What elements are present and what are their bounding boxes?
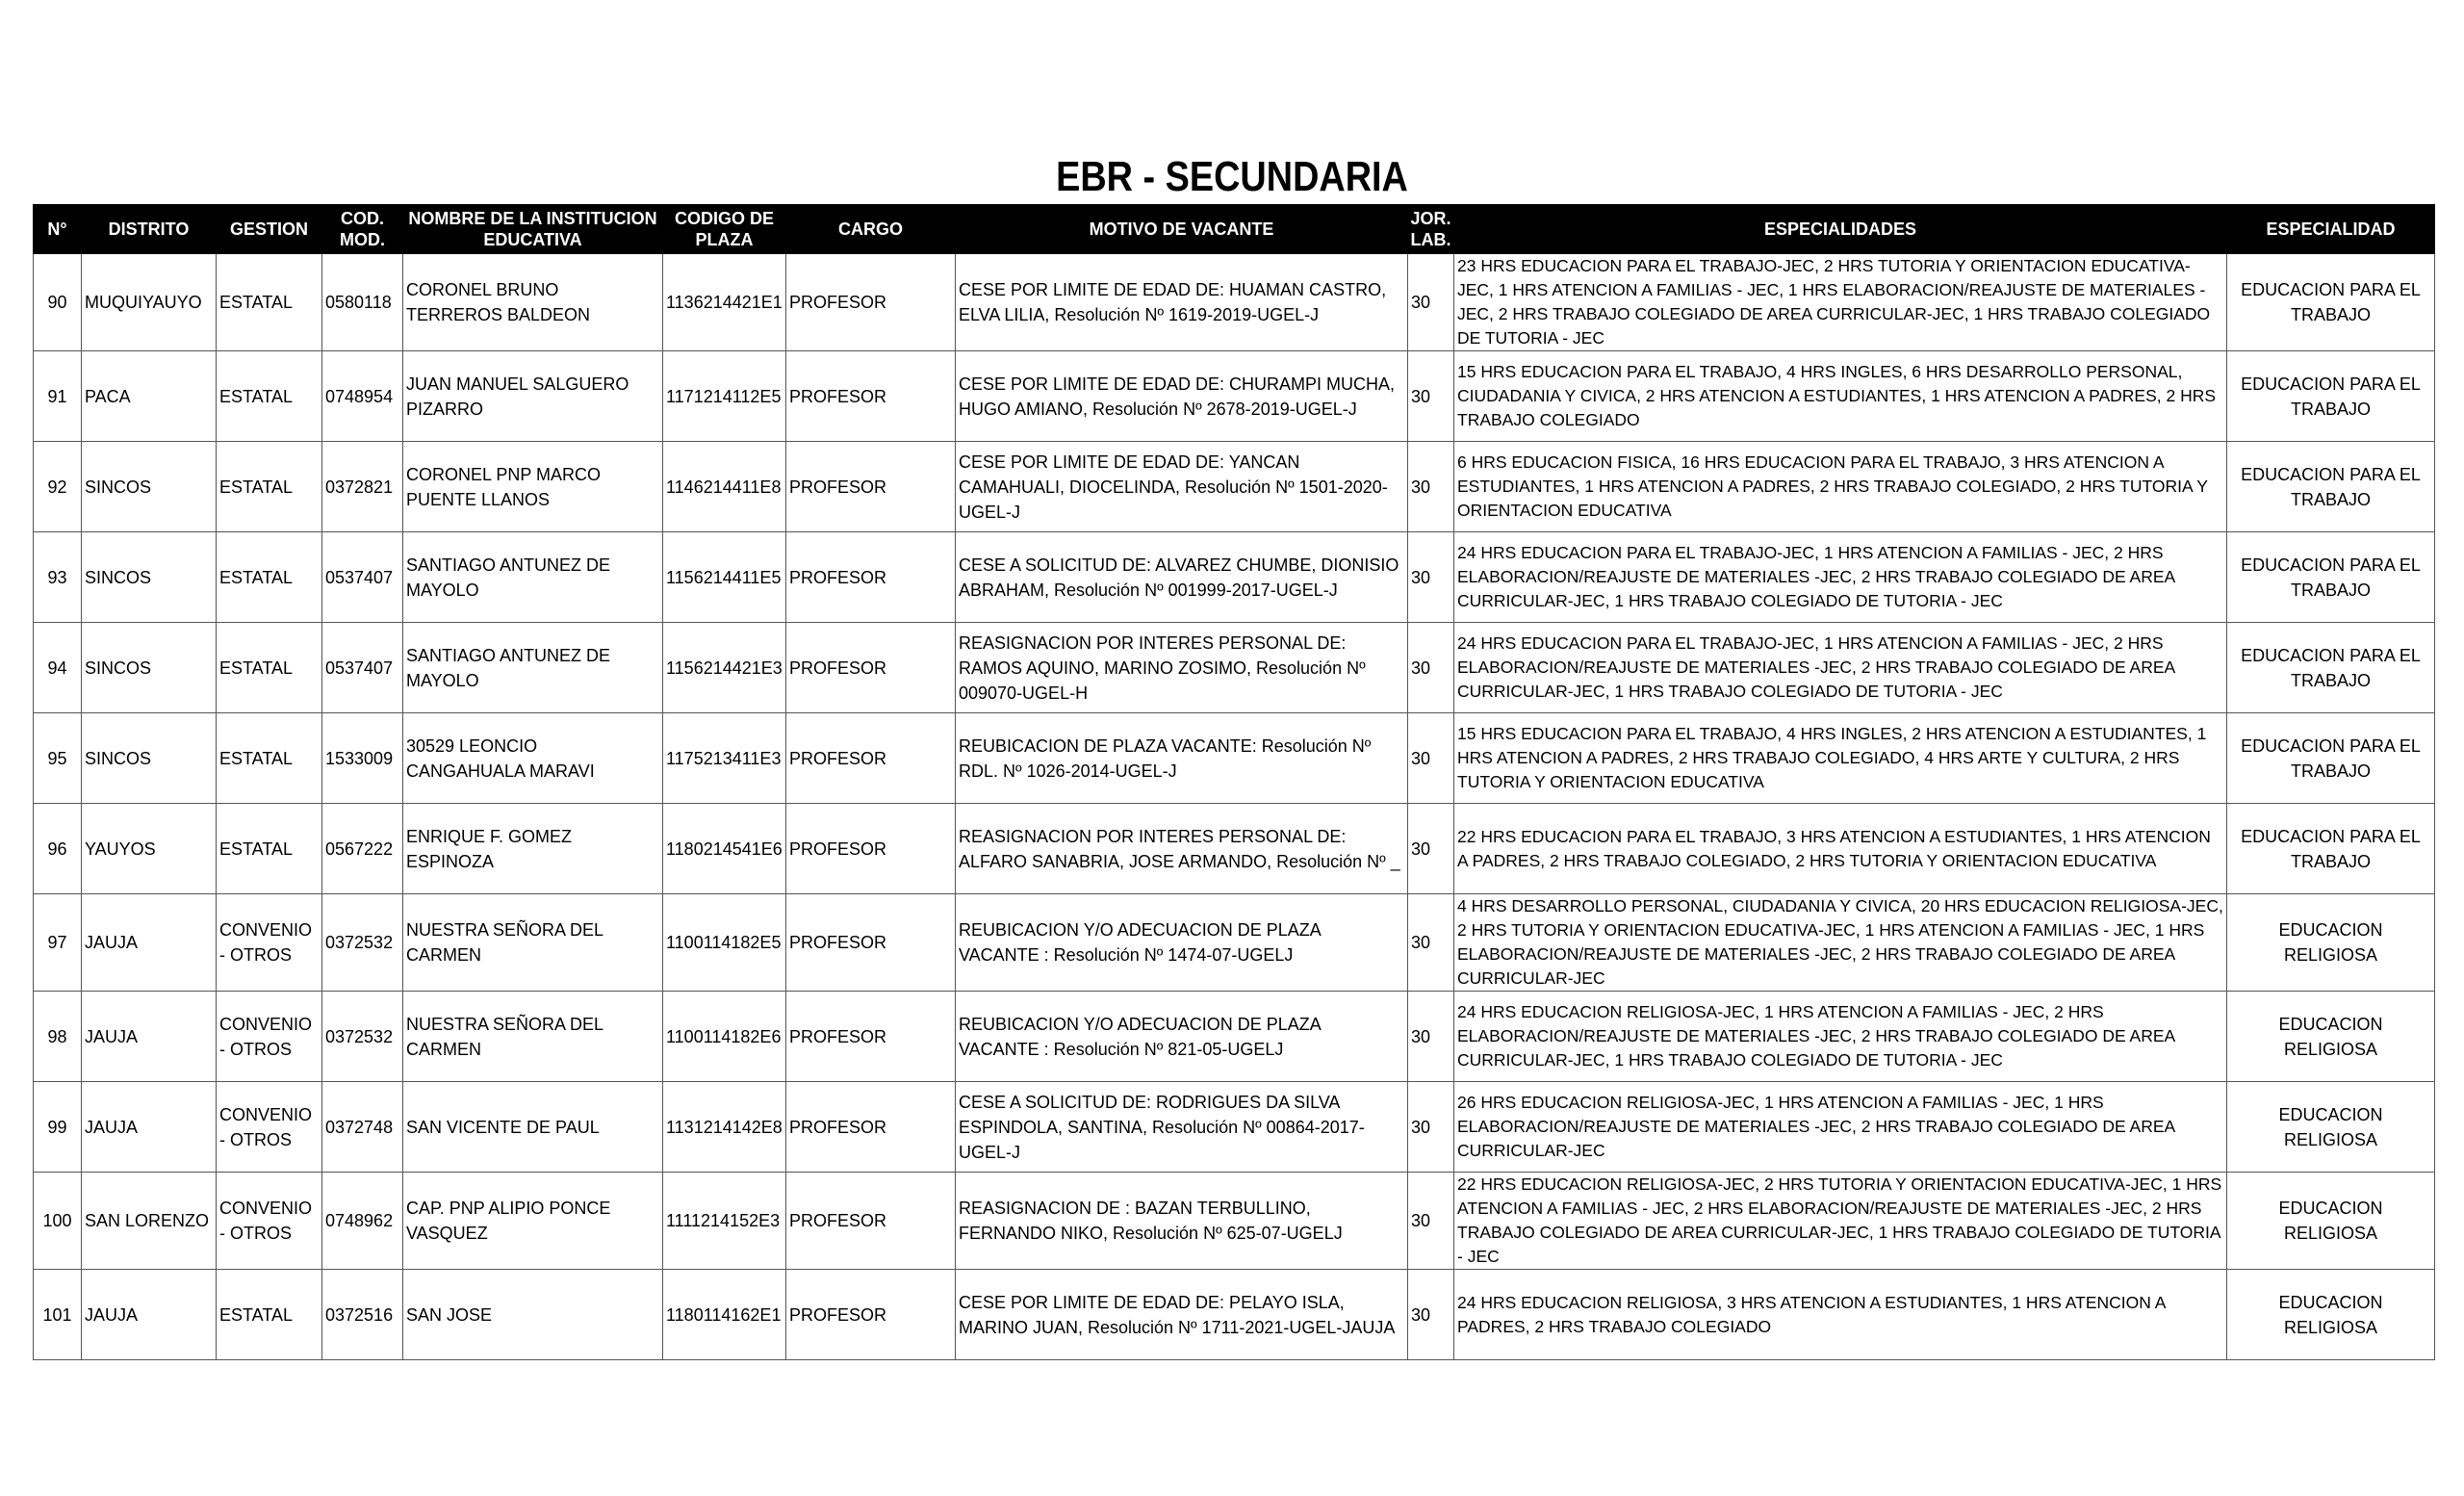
codigo-plaza-cell: 1136214421E1 xyxy=(663,254,786,351)
motivo-vacante-cell: CESE POR LIMITE DE EDAD DE: YANCAN CAMAHUALI, DIOCELINDA, Resolución Nº 1501-2020-UGEL-J xyxy=(956,442,1408,532)
jornada-cell: 30 xyxy=(1408,804,1454,894)
numero-cell: 97 xyxy=(34,894,82,992)
motivo-vacante-cell: CESE POR LIMITE DE EDAD DE: PELAYO ISLA, MARINO JUAN, Resolución Nº 1711-2021-UGEL-JAUJA xyxy=(956,1270,1408,1360)
jornada-cell: 30 xyxy=(1408,532,1454,623)
distrito-cell: SINCOS xyxy=(82,442,217,532)
table-row xyxy=(34,992,2435,1082)
cargo-cell: PROFESOR xyxy=(786,1173,956,1270)
cargo-cell: PROFESOR xyxy=(786,532,956,623)
distrito-cell: JAUJA xyxy=(82,894,217,992)
header-gestion: GESTION xyxy=(217,205,322,254)
jornada-cell: 30 xyxy=(1408,1270,1454,1360)
motivo-vacante-cell: CESE POR LIMITE DE EDAD DE: HUAMAN CASTRO, ELVA LILIA, Resolución Nº 1619-2019-UGEL-J xyxy=(956,254,1408,351)
distrito-cell: MUQUIYAUYO xyxy=(82,254,217,351)
cargo-cell: PROFESOR xyxy=(786,442,956,532)
especialidades-cell: 15 HRS EDUCACION PARA EL TRABAJO, 4 HRS INGLES, 6 HRS DESARROLLO PERSONAL, CIUDADANIA Y CIVICA, 2 HRS ATENCION A ESTUDIANTES, 1 HRS ATENCION A PADRES, 2 HRS TRABAJO COLEGIADO xyxy=(1454,351,2227,442)
header-distrito: DISTRITO xyxy=(82,205,217,254)
motivo-vacante-cell: REASIGNACION DE : BAZAN TERBULLINO, FERNANDO NIKO, Resolución Nº 625-07-UGELJ xyxy=(956,1173,1408,1270)
jornada-cell: 30 xyxy=(1408,992,1454,1082)
table-header-row xyxy=(34,205,2435,254)
table-row xyxy=(34,351,2435,442)
table-row xyxy=(34,1082,2435,1173)
table-row xyxy=(34,532,2435,623)
codigo-plaza-cell: 1180214541E6 xyxy=(663,804,786,894)
gestion-cell: CONVENIO - OTROS xyxy=(217,1082,322,1173)
distrito-cell: JAUJA xyxy=(82,1082,217,1173)
cargo-cell: PROFESOR xyxy=(786,1270,956,1360)
cod-mod-cell: 0372532 xyxy=(322,992,403,1082)
institucion-cell: CAP. PNP ALIPIO PONCE VASQUEZ xyxy=(403,1173,663,1270)
institucion-cell: ENRIQUE F. GOMEZ ESPINOZA xyxy=(403,804,663,894)
gestion-cell: ESTATAL xyxy=(217,532,322,623)
numero-cell: 98 xyxy=(34,992,82,1082)
numero-cell: 99 xyxy=(34,1082,82,1173)
page-title: EBR - SECUNDARIA xyxy=(1056,153,1408,200)
especialidad-cell: EDUCACION PARA EL TRABAJO xyxy=(2227,254,2435,351)
jornada-cell: 30 xyxy=(1408,623,1454,713)
gestion-cell: ESTATAL xyxy=(217,442,322,532)
codigo-plaza-cell: 1156214411E5 xyxy=(663,532,786,623)
jornada-cell: 30 xyxy=(1408,1082,1454,1173)
especialidad-cell: EDUCACION PARA EL TRABAJO xyxy=(2227,623,2435,713)
jornada-cell: 30 xyxy=(1408,1173,1454,1270)
table-body xyxy=(34,254,2435,1360)
jornada-cell: 30 xyxy=(1408,351,1454,442)
cod-mod-cell: 1533009 xyxy=(322,713,403,804)
motivo-vacante-cell: CESE POR LIMITE DE EDAD DE: CHURAMPI MUCHA, HUGO AMIANO, Resolución Nº 2678-2019-UGEL-J xyxy=(956,351,1408,442)
jornada-cell: 30 xyxy=(1408,442,1454,532)
especialidad-cell: EDUCACION RELIGIOSA xyxy=(2227,992,2435,1082)
institucion-cell: 30529 LEONCIO CANGAHUALA MARAVI xyxy=(403,713,663,804)
header-numero: N° xyxy=(34,205,82,254)
table-row xyxy=(34,442,2435,532)
jornada-cell: 30 xyxy=(1408,254,1454,351)
especialidad-cell: EDUCACION RELIGIOSA xyxy=(2227,1082,2435,1173)
especialidades-cell: 22 HRS EDUCACION PARA EL TRABAJO, 3 HRS ATENCION A ESTUDIANTES, 1 HRS ATENCION A PADRES, 2 HRS TRABAJO COLEGIADO, 2 HRS TUTORIA Y ORIENTACION EDUCATIVA xyxy=(1454,804,2227,894)
especialidad-cell: EDUCACION PARA EL TRABAJO xyxy=(2227,713,2435,804)
cod-mod-cell: 0372821 xyxy=(322,442,403,532)
gestion-cell: ESTATAL xyxy=(217,713,322,804)
especialidad-cell: EDUCACION RELIGIOSA xyxy=(2227,1173,2435,1270)
especialidad-cell: EDUCACION PARA EL TRABAJO xyxy=(2227,351,2435,442)
cod-mod-cell: 0537407 xyxy=(322,532,403,623)
distrito-cell: SAN LORENZO xyxy=(82,1173,217,1270)
cargo-cell: PROFESOR xyxy=(786,804,956,894)
table-row xyxy=(34,623,2435,713)
cod-mod-cell: 0537407 xyxy=(322,623,403,713)
cargo-cell: PROFESOR xyxy=(786,1082,956,1173)
especialidad-cell: EDUCACION PARA EL TRABAJO xyxy=(2227,532,2435,623)
especialidades-cell: 23 HRS EDUCACION PARA EL TRABAJO-JEC, 2 HRS TUTORIA Y ORIENTACION EDUCATIVA-JEC, 1 HRS ATENCION A FAMILIAS - JEC, 1 HRS ELABORACION/REAJUSTE DE MATERIALES -JEC, 2 HRS TRABAJO COLEGIADO DE AREA CURRICULAR-JEC, 1 HRS TRABAJO COLEGIADO DE TUTORIA - JEC xyxy=(1454,254,2227,351)
cod-mod-cell: 0372516 xyxy=(322,1270,403,1360)
header-motivo-vacante: MOTIVO DE VACANTE xyxy=(956,205,1408,254)
gestion-cell: ESTATAL xyxy=(217,351,322,442)
especialidad-cell: EDUCACION PARA EL TRABAJO xyxy=(2227,804,2435,894)
especialidad-cell: EDUCACION PARA EL TRABAJO xyxy=(2227,442,2435,532)
institucion-cell: SANTIAGO ANTUNEZ DE MAYOLO xyxy=(403,532,663,623)
institucion-cell: JUAN MANUEL SALGUERO PIZARRO xyxy=(403,351,663,442)
header-institucion: NOMBRE DE LA INSTITUCION EDUCATIVA xyxy=(403,205,663,254)
header-jornada: JOR. LAB. xyxy=(1408,205,1454,254)
numero-cell: 93 xyxy=(34,532,82,623)
cargo-cell: PROFESOR xyxy=(786,713,956,804)
distrito-cell: PACA xyxy=(82,351,217,442)
header-cargo: CARGO xyxy=(786,205,956,254)
cod-mod-cell: 0748962 xyxy=(322,1173,403,1270)
table-row xyxy=(34,804,2435,894)
table-row xyxy=(34,713,2435,804)
institucion-cell: CORONEL PNP MARCO PUENTE LLANOS xyxy=(403,442,663,532)
cargo-cell: PROFESOR xyxy=(786,623,956,713)
numero-cell: 92 xyxy=(34,442,82,532)
institucion-cell: NUESTRA SEÑORA DEL CARMEN xyxy=(403,894,663,992)
institucion-cell: SAN JOSE xyxy=(403,1270,663,1360)
cargo-cell: PROFESOR xyxy=(786,894,956,992)
numero-cell: 96 xyxy=(34,804,82,894)
numero-cell: 90 xyxy=(34,254,82,351)
distrito-cell: JAUJA xyxy=(82,1270,217,1360)
table-row xyxy=(34,254,2435,351)
numero-cell: 101 xyxy=(34,1270,82,1360)
especialidad-cell: EDUCACION RELIGIOSA xyxy=(2227,894,2435,992)
distrito-cell: YAUYOS xyxy=(82,804,217,894)
header-cod-mod: COD. MOD. xyxy=(322,205,403,254)
codigo-plaza-cell: 1111214152E3 xyxy=(663,1173,786,1270)
table-row xyxy=(34,1270,2435,1360)
numero-cell: 100 xyxy=(34,1173,82,1270)
especialidades-cell: 22 HRS EDUCACION RELIGIOSA-JEC, 2 HRS TUTORIA Y ORIENTACION EDUCATIVA-JEC, 1 HRS ATENCION A FAMILIAS - JEC, 2 HRS ELABORACION/REAJUSTE DE MATERIALES -JEC, 2 HRS TRABAJO COLEGIADO DE AREA CURRICULAR-JEC, 1 HRS TRABAJO COLEGIADO DE TUTORIA - JEC xyxy=(1454,1173,2227,1270)
codigo-plaza-cell: 1146214411E8 xyxy=(663,442,786,532)
cod-mod-cell: 0372532 xyxy=(322,894,403,992)
distrito-cell: SINCOS xyxy=(82,623,217,713)
especialidades-cell: 26 HRS EDUCACION RELIGIOSA-JEC, 1 HRS ATENCION A FAMILIAS - JEC, 1 HRS ELABORACION/REAJUSTE DE MATERIALES -JEC, 2 HRS TRABAJO COLEGIADO DE AREA CURRICULAR-JEC xyxy=(1454,1082,2227,1173)
codigo-plaza-cell: 1100114182E6 xyxy=(663,992,786,1082)
distrito-cell: JAUJA xyxy=(82,992,217,1082)
motivo-vacante-cell: CESE A SOLICITUD DE: ALVAREZ CHUMBE, DIONISIO ABRAHAM, Resolución Nº 001999-2017-UGEL-J xyxy=(956,532,1408,623)
institucion-cell: NUESTRA SEÑORA DEL CARMEN xyxy=(403,992,663,1082)
codigo-plaza-cell: 1171214112E5 xyxy=(663,351,786,442)
especialidades-cell: 6 HRS EDUCACION FISICA, 16 HRS EDUCACION PARA EL TRABAJO, 3 HRS ATENCION A ESTUDIANTES, 1 HRS ATENCION A PADRES, 2 HRS TRABAJO COLEGIADO, 2 HRS TUTORIA Y ORIENTACION EDUCATIVA xyxy=(1454,442,2227,532)
gestion-cell: ESTATAL xyxy=(217,1270,322,1360)
vacancies-table xyxy=(33,204,2435,1360)
gestion-cell: ESTATAL xyxy=(217,623,322,713)
table-row xyxy=(34,894,2435,992)
cod-mod-cell: 0372748 xyxy=(322,1082,403,1173)
gestion-cell: ESTATAL xyxy=(217,254,322,351)
codigo-plaza-cell: 1156214421E3 xyxy=(663,623,786,713)
motivo-vacante-cell: REUBICACION DE PLAZA VACANTE: Resolución Nº RDL. Nº 1026-2014-UGEL-J xyxy=(956,713,1408,804)
gestion-cell: CONVENIO - OTROS xyxy=(217,1173,322,1270)
numero-cell: 91 xyxy=(34,351,82,442)
cargo-cell: PROFESOR xyxy=(786,992,956,1082)
header-especialidades: ESPECIALIDADES xyxy=(1454,205,2227,254)
gestion-cell: CONVENIO - OTROS xyxy=(217,894,322,992)
cod-mod-cell: 0580118 xyxy=(322,254,403,351)
gestion-cell: CONVENIO - OTROS xyxy=(217,992,322,1082)
codigo-plaza-cell: 1131214142E8 xyxy=(663,1082,786,1173)
jornada-cell: 30 xyxy=(1408,713,1454,804)
institucion-cell: SANTIAGO ANTUNEZ DE MAYOLO xyxy=(403,623,663,713)
especialidades-cell: 24 HRS EDUCACION RELIGIOSA-JEC, 1 HRS ATENCION A FAMILIAS - JEC, 2 HRS ELABORACION/REAJUSTE DE MATERIALES -JEC, 2 HRS TRABAJO COLEGIADO DE AREA CURRICULAR-JEC, 1 HRS TRABAJO COLEGIADO DE TUTORIA - JEC xyxy=(1454,992,2227,1082)
header-codigo-plaza: CODIGO DE PLAZA xyxy=(663,205,786,254)
distrito-cell: SINCOS xyxy=(82,713,217,804)
motivo-vacante-cell: CESE A SOLICITUD DE: RODRIGUES DA SILVA ESPINDOLA, SANTINA, Resolución Nº 00864-2017-UGEL-J xyxy=(956,1082,1408,1173)
numero-cell: 95 xyxy=(34,713,82,804)
especialidades-cell: 24 HRS EDUCACION PARA EL TRABAJO-JEC, 1 HRS ATENCION A FAMILIAS - JEC, 2 HRS ELABORACION/REAJUSTE DE MATERIALES -JEC, 2 HRS TRABAJO COLEGIADO DE AREA CURRICULAR-JEC, 1 HRS TRABAJO COLEGIADO DE TUTORIA - JEC xyxy=(1454,532,2227,623)
distrito-cell: SINCOS xyxy=(82,532,217,623)
cargo-cell: PROFESOR xyxy=(786,254,956,351)
motivo-vacante-cell: REASIGNACION POR INTERES PERSONAL DE: RAMOS AQUINO, MARINO ZOSIMO, Resolución Nº 009070-UGEL-H xyxy=(956,623,1408,713)
codigo-plaza-cell: 1100114182E5 xyxy=(663,894,786,992)
cod-mod-cell: 0748954 xyxy=(322,351,403,442)
especialidades-cell: 15 HRS EDUCACION PARA EL TRABAJO, 4 HRS INGLES, 2 HRS ATENCION A ESTUDIANTES, 1 HRS ATENCION A PADRES, 2 HRS TRABAJO COLEGIADO, 4 HRS ARTE Y CULTURA, 2 HRS TUTORIA Y ORIENTACION EDUCATIVA xyxy=(1454,713,2227,804)
gestion-cell: ESTATAL xyxy=(217,804,322,894)
numero-cell: 94 xyxy=(34,623,82,713)
codigo-plaza-cell: 1180114162E1 xyxy=(663,1270,786,1360)
especialidades-cell: 24 HRS EDUCACION PARA EL TRABAJO-JEC, 1 HRS ATENCION A FAMILIAS - JEC, 2 HRS ELABORACION/REAJUSTE DE MATERIALES -JEC, 2 HRS TRABAJO COLEGIADO DE AREA CURRICULAR-JEC, 1 HRS TRABAJO COLEGIADO DE TUTORIA - JEC xyxy=(1454,623,2227,713)
motivo-vacante-cell: REUBICACION Y/O ADECUACION DE PLAZA VACANTE : Resolución Nº 821-05-UGELJ xyxy=(956,992,1408,1082)
jornada-cell: 30 xyxy=(1408,894,1454,992)
especialidad-cell: EDUCACION RELIGIOSA xyxy=(2227,1270,2435,1360)
motivo-vacante-cell: REASIGNACION POR INTERES PERSONAL DE: ALFARO SANABRIA, JOSE ARMANDO, Resolución Nº _ xyxy=(956,804,1408,894)
cod-mod-cell: 0567222 xyxy=(322,804,403,894)
cargo-cell: PROFESOR xyxy=(786,351,956,442)
header-especialidad: ESPECIALIDAD xyxy=(2227,205,2435,254)
especialidades-cell: 4 HRS DESARROLLO PERSONAL, CIUDADANIA Y CIVICA, 20 HRS EDUCACION RELIGIOSA-JEC, 2 HRS TUTORIA Y ORIENTACION EDUCATIVA-JEC, 1 HRS ATENCION A FAMILIAS - JEC, 1 HRS ELABORACION/REAJUSTE DE MATERIALES -JEC, 2 HRS TRABAJO COLEGIADO DE AREA CURRICULAR-JEC xyxy=(1454,894,2227,992)
motivo-vacante-cell: REUBICACION Y/O ADECUACION DE PLAZA VACANTE : Resolución Nº 1474-07-UGELJ xyxy=(956,894,1408,992)
codigo-plaza-cell: 1175213411E3 xyxy=(663,713,786,804)
especialidades-cell: 24 HRS EDUCACION RELIGIOSA, 3 HRS ATENCION A ESTUDIANTES, 1 HRS ATENCION A PADRES, 2 HRS TRABAJO COLEGIADO xyxy=(1454,1270,2227,1360)
table-row xyxy=(34,1173,2435,1270)
institucion-cell: SAN VICENTE DE PAUL xyxy=(403,1082,663,1173)
institucion-cell: CORONEL BRUNO TERREROS BALDEON xyxy=(403,254,663,351)
